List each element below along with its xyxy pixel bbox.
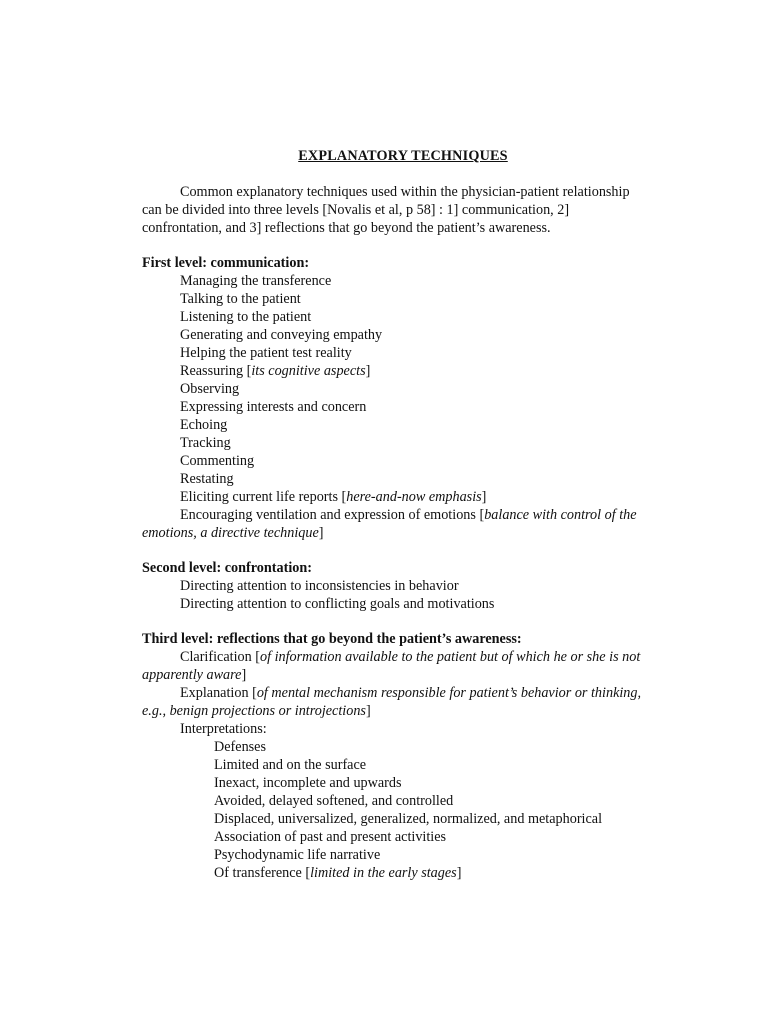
item-text: Restating [180, 471, 234, 487]
list-item [142, 380, 652, 398]
item-text: Avoided, delayed softened, and controlled [214, 793, 454, 809]
item-text: Inexact, incomplete and upwards [214, 775, 402, 791]
item-text: Helping the patient test reality [180, 345, 352, 361]
item-italic-note: here-and-now emphasis [346, 489, 482, 505]
sublist-item [142, 846, 652, 864]
list-item [142, 344, 652, 362]
item-italic-note: limited in the early stages [310, 865, 457, 881]
list-item [142, 326, 652, 344]
item-closing-bracket: ] [365, 363, 371, 379]
item-closing-bracket: ] [456, 865, 462, 881]
section-heading: First level: communication: [142, 255, 310, 271]
section-heading: Second level: confrontation: [142, 560, 312, 576]
item-text: Directing attention to conflicting goals and motivations [180, 596, 495, 612]
item-text: Eliciting current life reports [ [180, 489, 347, 505]
list-item [142, 362, 652, 380]
sublist-item [142, 828, 652, 846]
item-italic-note: of information available to the patient but of which he or she is not apparently aware [142, 649, 641, 683]
interpretations-sublist [142, 738, 652, 882]
item-text: Listening to the patient [180, 309, 312, 325]
sublist-item [142, 738, 652, 756]
list-item [142, 684, 652, 720]
item-italic-note: of mental mechanism responsible for patient’s behavior or thinking, e.g., benign projections or introjections [142, 685, 642, 719]
list-item [142, 290, 652, 308]
list-item [142, 595, 652, 613]
list-item [142, 416, 652, 434]
sublist-item [142, 774, 652, 792]
item-closing-bracket: ] [481, 489, 487, 505]
item-text: Clarification [ [180, 649, 260, 665]
item-text: Directing attention to inconsistencies in behavior [180, 578, 459, 594]
section-list [142, 272, 652, 542]
list-item [142, 308, 652, 326]
item-closing-bracket: ] [241, 667, 247, 683]
sublist-item [142, 864, 652, 882]
list-item [142, 577, 652, 595]
item-text: Expressing interests and concern [180, 399, 367, 415]
item-text: Observing [180, 381, 240, 397]
sections-container [142, 254, 652, 882]
item-text: Reassuring [ [180, 363, 252, 379]
list-item [142, 398, 652, 416]
item-text: Interpretations: [180, 721, 267, 737]
intro-paragraph: Common explanatory techniques used within the physician-patient relationship can be divided into three levels [Novalis et al, p 58] : 1] communication, 2] confrontation, and 3] reflections that go beyond the patient’s awareness. [142, 184, 630, 236]
item-text: Displaced, universalized, generalized, normalized, and metaphorical [214, 811, 603, 827]
list-item [142, 506, 652, 542]
section-heading: Third level: reflections that go beyond the patient’s awareness: [142, 631, 522, 647]
item-text: Of transference [ [214, 865, 311, 881]
item-text: Limited and on the surface [214, 757, 367, 773]
item-italic-note: balance with control of the emotions, a directive technique [142, 507, 637, 541]
item-closing-bracket: ] [318, 525, 324, 541]
section-list [142, 648, 652, 882]
item-text: Talking to the patient [180, 291, 301, 307]
item-text: Commenting [180, 453, 255, 469]
sublist-item [142, 792, 652, 810]
sublist-item [142, 810, 652, 828]
item-text: Generating and conveying empathy [180, 327, 383, 343]
sublist-wrapper [142, 738, 652, 882]
item-closing-bracket: ] [365, 703, 371, 719]
item-text: Tracking [180, 435, 231, 451]
list-item [142, 648, 652, 684]
list-item [142, 488, 652, 506]
list-item [142, 470, 652, 488]
document-body [142, 183, 652, 899]
list-item [142, 434, 652, 452]
list-item [142, 272, 652, 290]
item-text: Echoing [180, 417, 228, 433]
document-title: EXPLANATORY TECHNIQUES [298, 148, 508, 164]
section-list [142, 577, 652, 613]
item-text: Explanation [ [180, 685, 257, 701]
item-text: Defenses [214, 739, 266, 755]
item-text: Psychodynamic life narrative [214, 847, 381, 863]
item-text: Encouraging ventilation and expression of emotions [ [180, 507, 485, 523]
list-item [142, 720, 652, 738]
item-text: Managing the transference [180, 273, 332, 289]
sublist-item [142, 756, 652, 774]
list-item [142, 452, 652, 470]
item-italic-note: its cognitive aspects [251, 363, 366, 379]
item-text: Association of past and present activities [214, 829, 447, 845]
